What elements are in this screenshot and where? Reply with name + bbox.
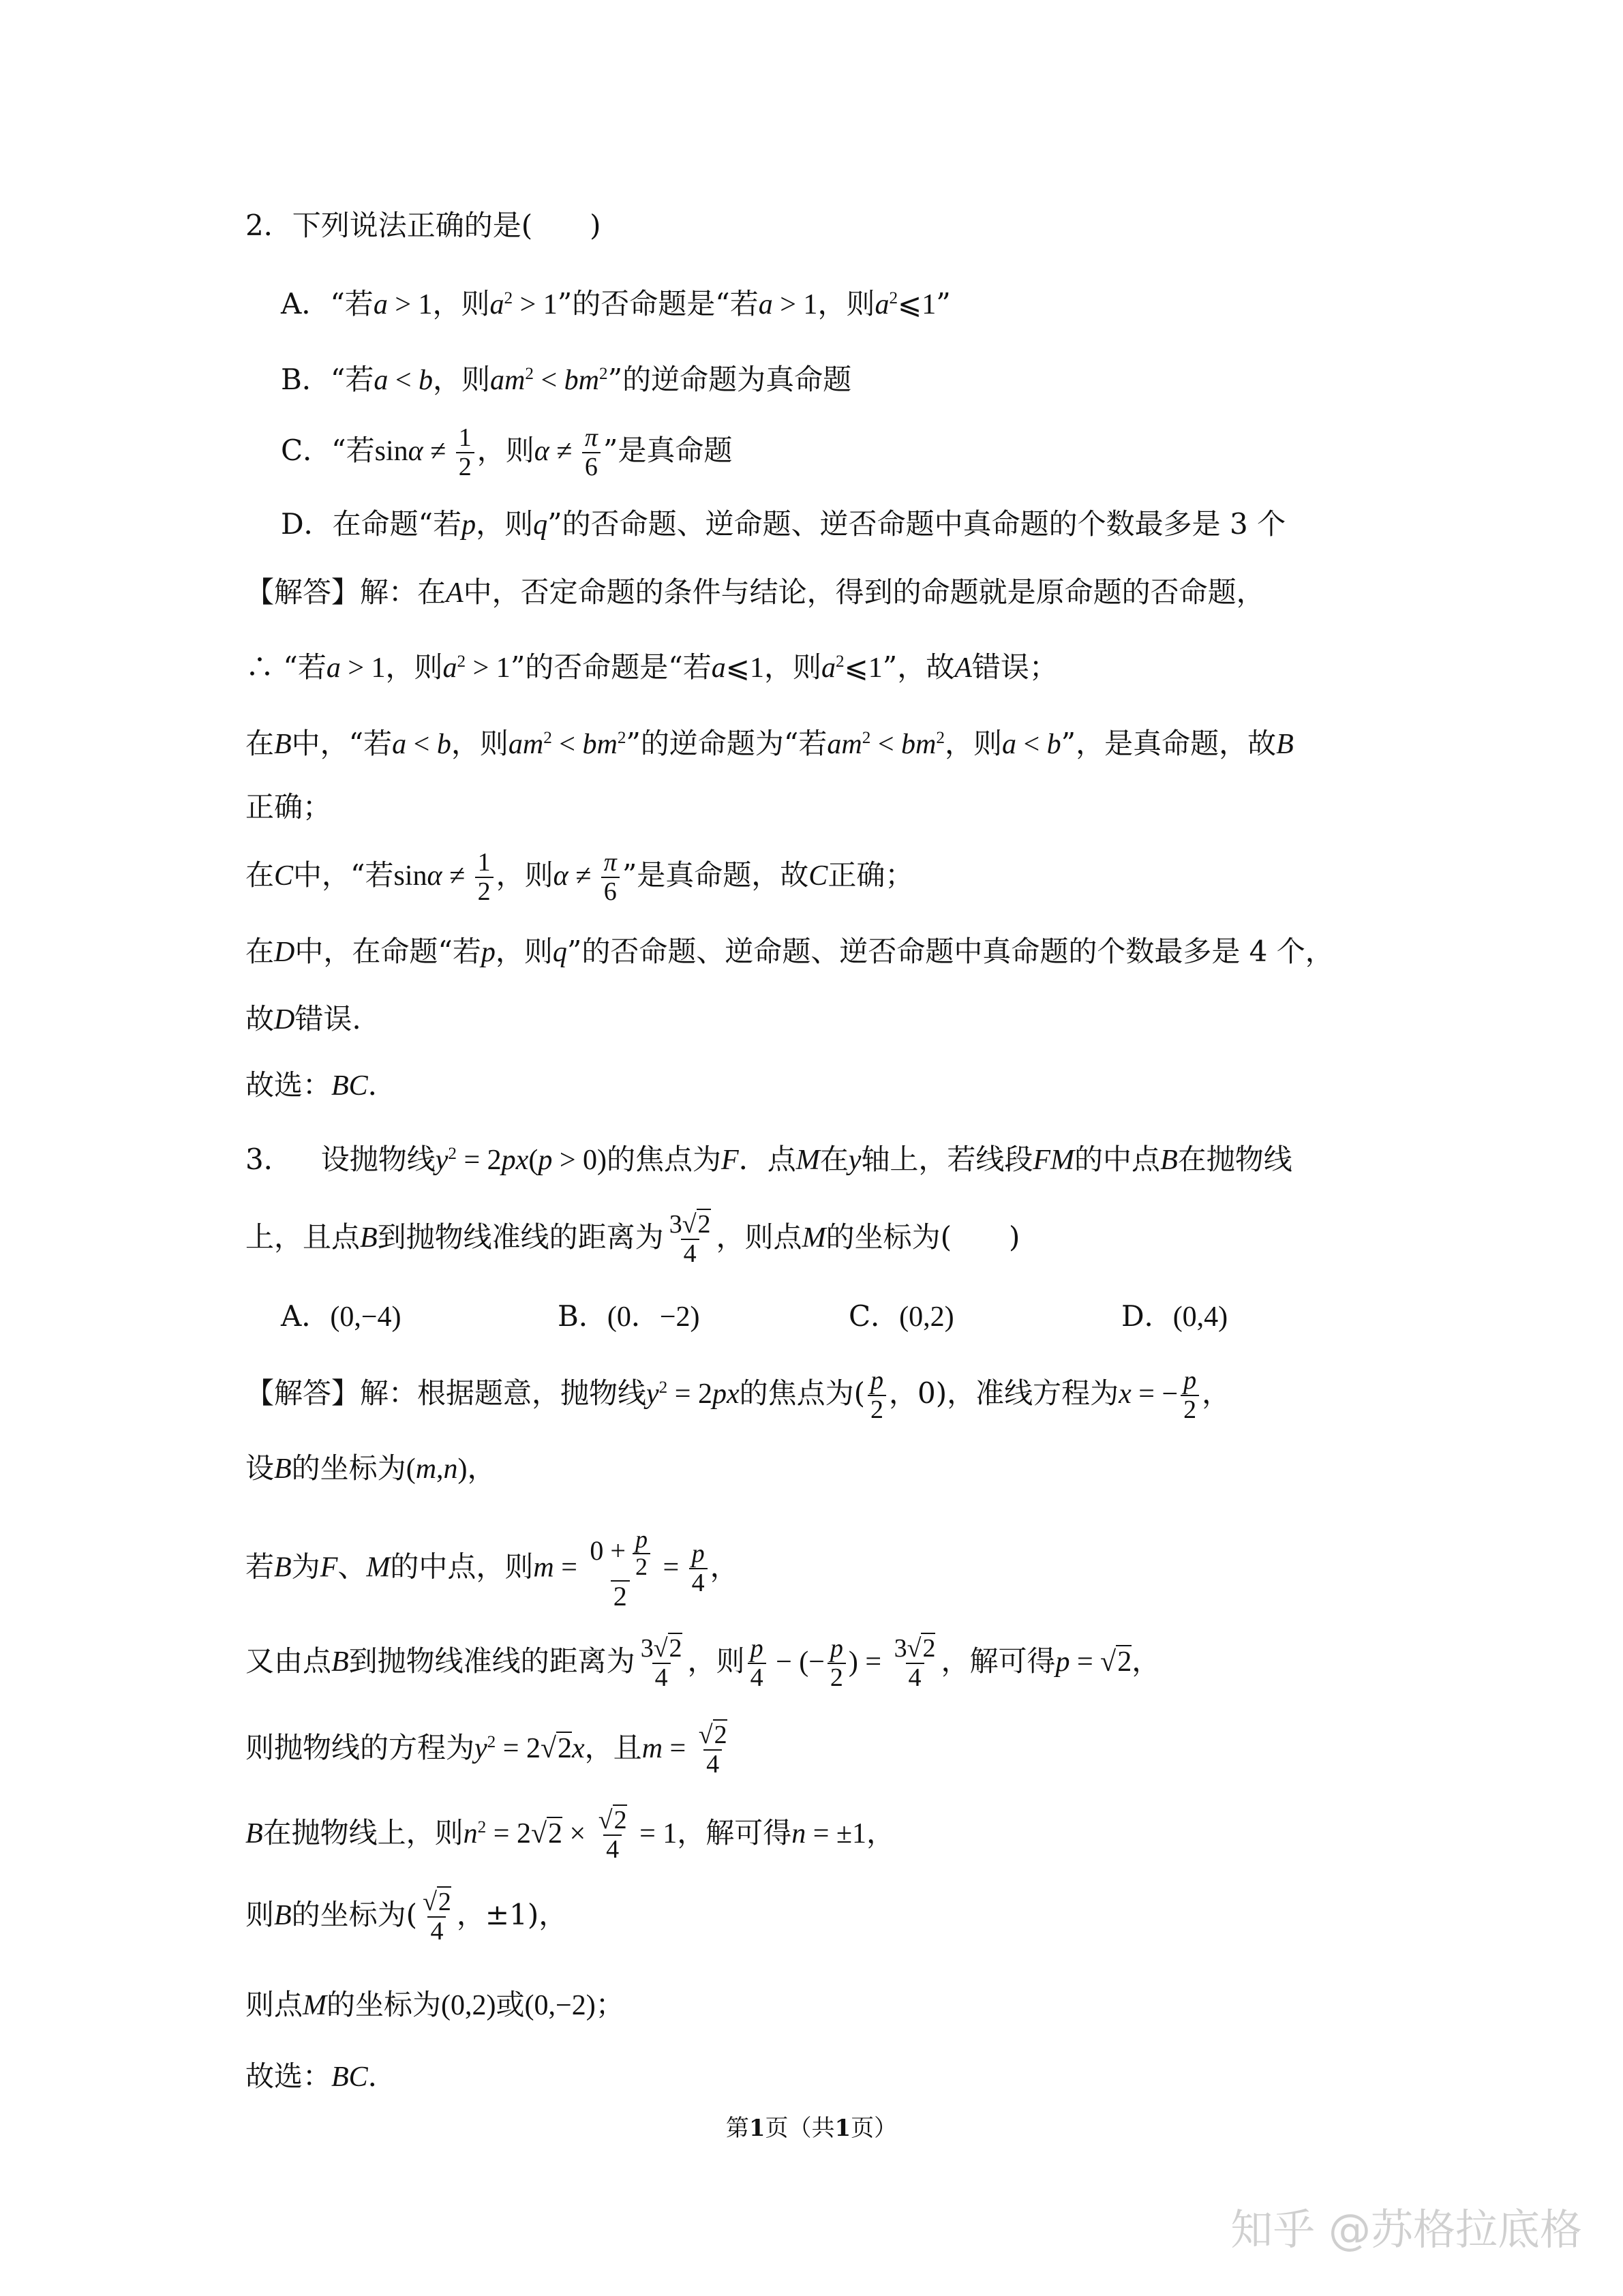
fraction: $\frac{p}{2}$: [868, 1367, 886, 1424]
q3-option-d: D．(0,4): [1121, 1299, 1228, 1333]
fraction: 0 + $\frac{p}{2}$ 2: [587, 1527, 653, 1611]
q3-solution-line-5: 则抛物线的方程为$y^2 = 2√2x$，且m = $\frac{√2}{4}$: [245, 1721, 733, 1779]
q3-solution-line-8: 则点M的坐标为(0,2)或(0,−2)；: [245, 1988, 624, 2021]
fraction: $\frac{√2}{4}$: [598, 1806, 627, 1864]
q2-solution-line-7: 故D错误.: [245, 1002, 361, 1036]
fraction: $\frac{√2}{4}$: [423, 1888, 451, 1946]
q3-solution-line-4: 又由点B到抛物线准线的距离为 $\frac{3√2}{4}$ ，则 $\frac{p}{4}$ − (− $\frac{p}{2}$ ) = $\frac{3√2}{4}$ ，解可得p = √2，: [245, 1634, 1161, 1693]
q3-solution-line-7: 则B的坐标为( $\frac{√2}{4}$ ，±1)，: [245, 1888, 568, 1946]
q3-solution-line-1: 【解答】解：根据题意，抛物线$y^2 = 2px$的焦点为( $\frac{p}{2}$ ，0)，准线方程为x = − $\frac{p}{2}$ ，: [245, 1366, 1231, 1425]
fraction: $\frac{\pi}{6}$: [601, 849, 620, 906]
q3-solution-line-6: B在抛物线上，则$n^2 = 2√2$ × $\frac{√2}{4}$ = 1，解可得n = ±1，: [245, 1806, 896, 1864]
q3-solution-line-2: 设B的坐标为(m,n)，: [245, 1451, 496, 1485]
fraction: $\frac{3√2}{4}$: [894, 1634, 936, 1693]
fraction: $\frac{1}{2}$: [456, 424, 474, 481]
q3-stem-line-1: 3． 设抛物线$y^2 = 2px(p > 0)$的焦点为F．点M在y轴上，若线段FM的中点B在抛物线: [245, 1143, 1292, 1176]
q3-option-b: B．(0．−2): [558, 1299, 700, 1333]
fraction: $\frac{p}{4}$: [689, 1540, 708, 1597]
q2-solution-line-5: 在C中，“若sinα ≠ $\frac{1}{2}$ ，则α ≠ $\frac{\pi}{6}$ ”是真命题，故C正确；: [245, 848, 914, 907]
watermark: 知乎 @苏格拉底格: [1230, 2205, 1582, 2254]
q3-solution-line-3: 若B为F、M的中点，则m = 0 + $\frac{p}{2}$ 2 = $\frac{p}{4}$ ，: [245, 1526, 739, 1612]
fraction: $\frac{1}{2}$: [475, 849, 494, 906]
fraction: $\frac{p}{2}$: [1181, 1367, 1199, 1424]
q2-solution-line-6: 在D中，在命题“若p，则q”的否命题、逆命题、逆否命题中真命题的个数最多是 4 个，: [245, 935, 1334, 968]
q3-option-c: C．(0,2): [849, 1299, 954, 1333]
fraction: $\frac{3√2}{4}$: [669, 1210, 711, 1269]
fraction: $\frac{p}{4}$: [748, 1635, 766, 1692]
q3-option-a: A．(0,−4): [281, 1299, 401, 1333]
q2-solution-line-4: 正确；: [245, 790, 332, 824]
q2-option-b: B．“若a < b，则$am^2 < bm^2$”的逆命题为真命题: [281, 363, 852, 396]
q2-option-d: D．在命题“若p，则q”的否命题、逆命题、逆否命题中真命题的个数最多是 3 个: [281, 507, 1286, 541]
fraction: $\frac{3√2}{4}$: [640, 1634, 682, 1693]
q3-answer: 故选：BC．: [245, 2059, 397, 2093]
q2-option-c: C．“若sinα ≠ $\frac{1}{2}$ ，则α ≠ $\frac{\pi}{6}$ ”是真命题: [281, 423, 733, 482]
q2-solution-line-1: 【解答】解：在A中，否定命题的条件与结论，得到的命题就是原命题的否命题，: [245, 575, 1265, 609]
fraction: $\frac{√2}{4}$: [698, 1721, 727, 1779]
fraction: $\frac{\pi}{6}$: [582, 424, 601, 481]
fraction: $\frac{p}{2}$: [828, 1635, 846, 1692]
page-footer: 第1页（共1页）: [725, 2115, 898, 2142]
q2-solution-line-2: ∴ “若a > 1，则$a^2 > 1$”的否命题是“若a⩽1，则$a^2⩽1$”，故A错误；: [245, 650, 1058, 684]
q2-stem: 2．下列说法正确的是( ): [245, 209, 601, 242]
q2-option-a: A．“若a > 1，则$a^2 > 1$”的否命题是“若a > 1，则$a^2⩽1$”: [281, 287, 951, 320]
q3-stem-line-2: 上，且点B到抛物线准线的距离为 $\frac{3√2}{4}$ ，则点M的坐标为( ): [245, 1210, 1020, 1269]
q2-answer: 故选：BC．: [245, 1068, 397, 1102]
q2-solution-line-3: 在B中，“若a < b，则$am^2 < bm^2$”的逆命题为“若$am^2 < bm^2$，则a < b”，是真命题，故B: [245, 727, 1294, 760]
